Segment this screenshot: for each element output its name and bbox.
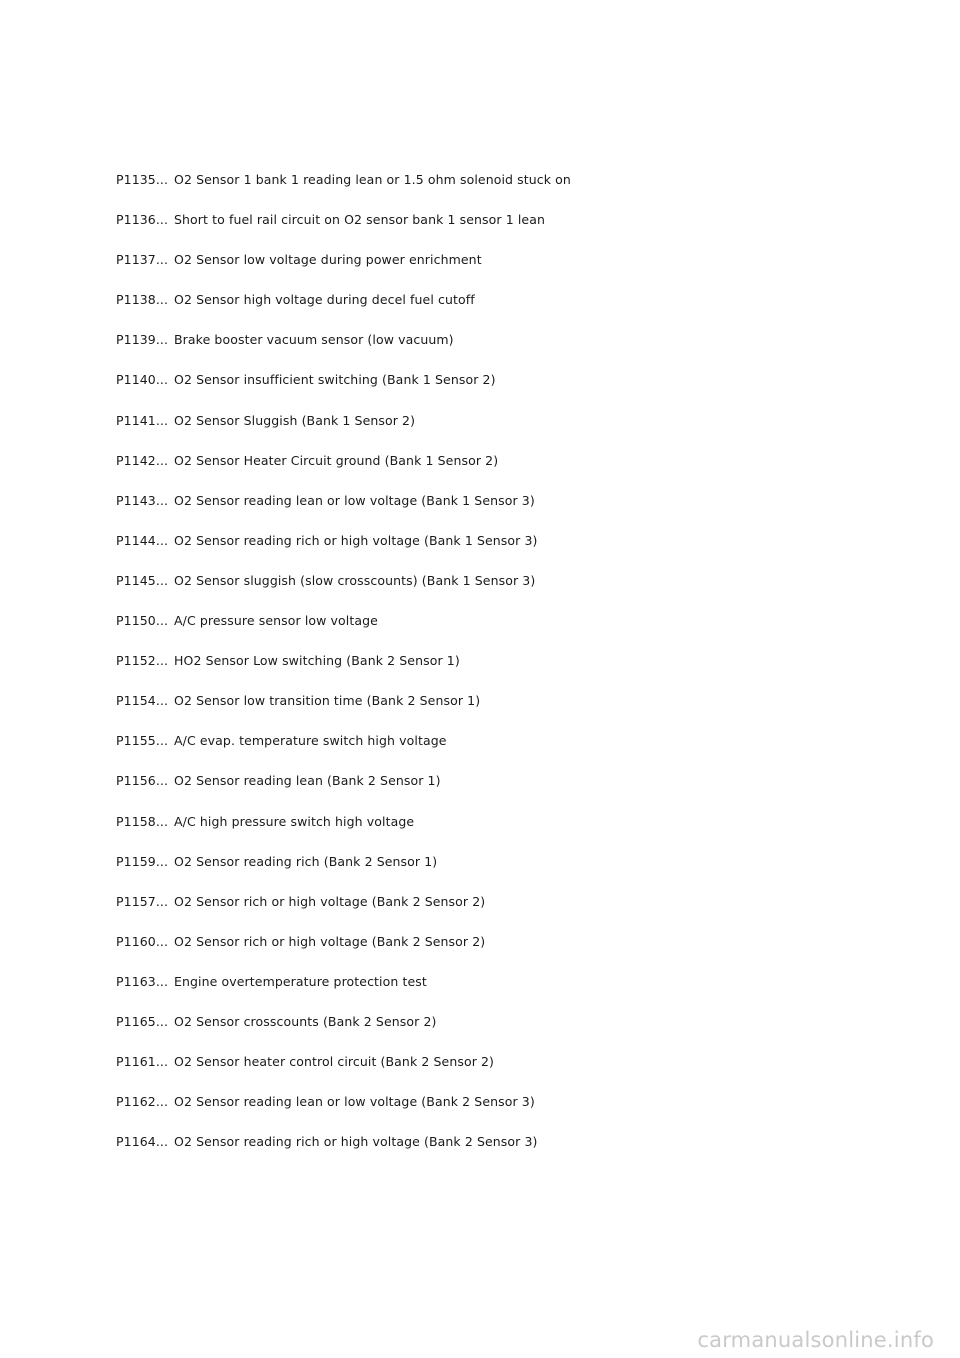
code-description: O2 Sensor reading lean (Bank 2 Sensor 1) bbox=[174, 773, 441, 789]
code-row bbox=[116, 771, 876, 811]
code-row bbox=[116, 812, 876, 852]
code-description: O2 Sensor reading rich or high voltage (Bank 2 Sensor 3) bbox=[174, 1134, 538, 1150]
trouble-code: P1140... bbox=[116, 372, 169, 388]
code-description: Engine overtemperature protection test bbox=[174, 973, 427, 989]
trouble-code: P1160... bbox=[116, 933, 169, 949]
code-description: O2 Sensor low transition time (Bank 2 Sensor 1) bbox=[174, 693, 481, 709]
trouble-code: P1159... bbox=[116, 853, 169, 869]
code-description: O2 Sensor Sluggish (Bank 1 Sensor 2) bbox=[174, 412, 416, 428]
trouble-code: P1162... bbox=[116, 1094, 169, 1110]
trouble-code: P1138... bbox=[116, 292, 169, 308]
trouble-code: P1136... bbox=[116, 212, 169, 228]
trouble-code: P1135... bbox=[116, 172, 169, 187]
code-row bbox=[116, 611, 876, 651]
trouble-code: P1157... bbox=[116, 893, 169, 909]
trouble-code: P1165... bbox=[116, 1013, 169, 1029]
code-description: O2 Sensor heater control circuit (Bank 2 Sensor 2) bbox=[174, 1054, 495, 1070]
code-row bbox=[116, 411, 876, 451]
code-row bbox=[116, 370, 876, 410]
code-description: HO2 Sensor Low switching (Bank 2 Sensor 1) bbox=[174, 653, 460, 669]
code-row bbox=[116, 290, 876, 330]
code-description: Brake booster vacuum sensor (low vacuum) bbox=[174, 332, 454, 348]
code-row bbox=[116, 451, 876, 491]
code-row bbox=[116, 571, 876, 611]
trouble-code: P1150... bbox=[116, 613, 169, 629]
trouble-code: P1137... bbox=[116, 252, 169, 268]
code-description: O2 Sensor sluggish (slow crosscounts) (Bank 1 Sensor 3) bbox=[174, 572, 536, 588]
trouble-code: P1152... bbox=[116, 653, 169, 669]
code-description: O2 Sensor high voltage during decel fuel cutoff bbox=[174, 292, 475, 308]
code-description: Short to fuel rail circuit on O2 sensor bank 1 sensor 1 lean bbox=[174, 212, 546, 228]
code-row bbox=[116, 1052, 876, 1092]
code-description: A/C high pressure switch high voltage bbox=[174, 813, 415, 829]
code-row bbox=[116, 170, 876, 210]
code-row bbox=[116, 651, 876, 691]
trouble-code: P1154... bbox=[116, 693, 169, 709]
code-row bbox=[116, 1012, 876, 1052]
trouble-code: P1161... bbox=[116, 1054, 169, 1070]
code-description: O2 Sensor reading rich or high voltage (Bank 1 Sensor 3) bbox=[174, 532, 538, 548]
trouble-code: P1143... bbox=[116, 492, 169, 508]
trouble-code: P1145... bbox=[116, 572, 169, 588]
code-row bbox=[116, 852, 876, 892]
code-row bbox=[116, 932, 876, 972]
code-description: O2 Sensor rich or high voltage (Bank 2 Sensor 2) bbox=[174, 893, 486, 909]
code-row bbox=[116, 491, 876, 531]
watermark: carmanualsonline.info bbox=[697, 1328, 934, 1352]
code-description: O2 Sensor insufficient switching (Bank 1 Sensor 2) bbox=[174, 372, 496, 388]
trouble-code: P1139... bbox=[116, 332, 169, 348]
code-description: O2 Sensor Heater Circuit ground (Bank 1 Sensor 2) bbox=[174, 452, 499, 468]
code-description: O2 Sensor 1 bank 1 reading lean or 1.5 ohm solenoid stuck on bbox=[174, 172, 571, 187]
trouble-code: P1141... bbox=[116, 412, 169, 428]
trouble-code-list bbox=[116, 170, 876, 1172]
trouble-code: P1158... bbox=[116, 813, 169, 829]
trouble-code: P1156... bbox=[116, 773, 169, 789]
code-description: O2 Sensor reading rich (Bank 2 Sensor 1) bbox=[174, 853, 438, 869]
code-row bbox=[116, 250, 876, 290]
code-row bbox=[116, 691, 876, 731]
code-description: A/C pressure sensor low voltage bbox=[174, 613, 378, 629]
trouble-code: P1164... bbox=[116, 1134, 169, 1150]
code-row bbox=[116, 731, 876, 771]
code-row bbox=[116, 330, 876, 370]
code-row bbox=[116, 1092, 876, 1132]
code-description: O2 Sensor low voltage during power enrichment bbox=[174, 252, 482, 268]
code-row bbox=[116, 972, 876, 1012]
code-description: O2 Sensor reading lean or low voltage (Bank 2 Sensor 3) bbox=[174, 1094, 535, 1110]
code-row bbox=[116, 531, 876, 571]
code-row bbox=[116, 210, 876, 250]
trouble-code: P1142... bbox=[116, 452, 169, 468]
trouble-code: P1155... bbox=[116, 733, 169, 749]
trouble-code: P1163... bbox=[116, 973, 169, 989]
code-description: O2 Sensor crosscounts (Bank 2 Sensor 2) bbox=[174, 1013, 437, 1029]
code-description: O2 Sensor reading lean or low voltage (Bank 1 Sensor 3) bbox=[174, 492, 535, 508]
code-row bbox=[116, 892, 876, 932]
code-description: O2 Sensor rich or high voltage (Bank 2 Sensor 2) bbox=[174, 933, 486, 949]
trouble-code: P1144... bbox=[116, 532, 169, 548]
code-row bbox=[116, 1132, 876, 1172]
code-description: A/C evap. temperature switch high voltage bbox=[174, 733, 447, 749]
